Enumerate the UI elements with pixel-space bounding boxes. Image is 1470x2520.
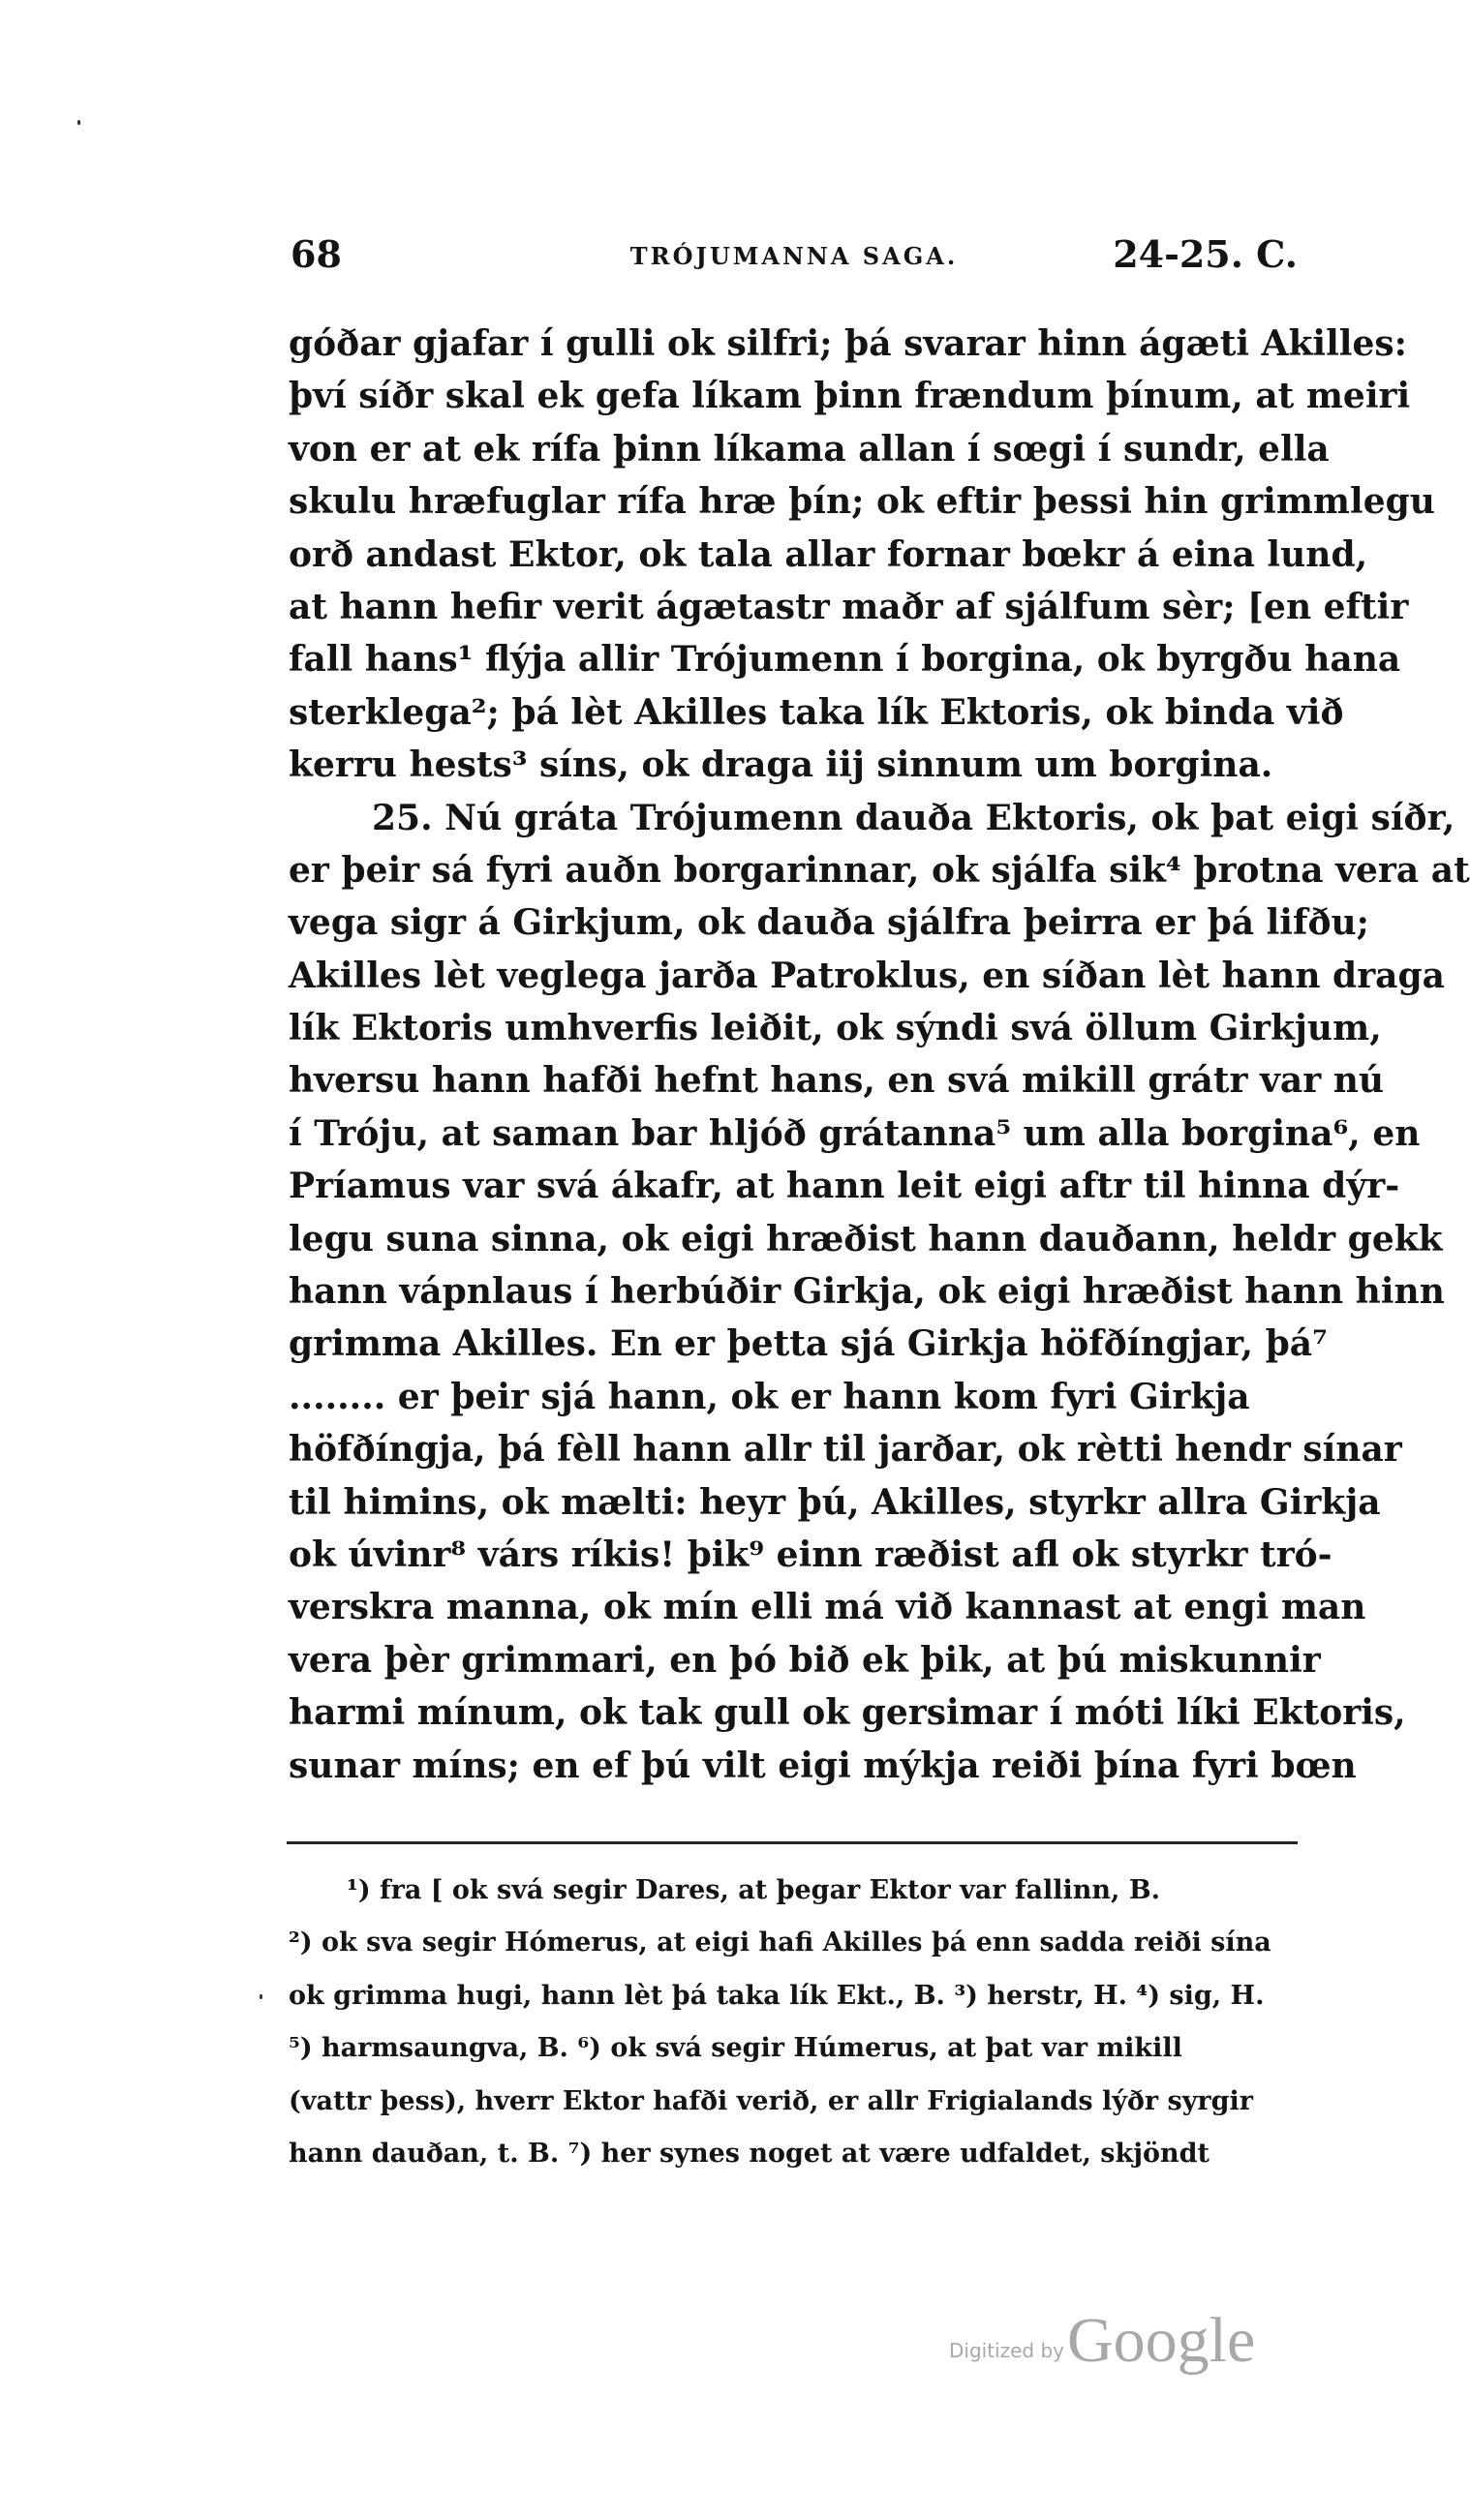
text-line: vera þèr grimmari, en þó bið ek þik, at þú miskunnir (289, 1639, 1321, 1681)
text-line: til himins, ok mælti: heyr þú, Akilles, styrkr allra Girkja (289, 1481, 1381, 1523)
footnote-line: hann dauðan, t. B. ⁷) her synes noget at være udfaldet, skjöndt (289, 2138, 1210, 2169)
footnotes (289, 1868, 1296, 2184)
text-line: sterklega²; þá lèt Akilles taka lík Ektoris, ok binda við (289, 691, 1344, 733)
chapter-reference: 24-25. C. (1113, 232, 1298, 276)
text-line: fall hans¹ flýja allir Trójumenn í borgina, ok byrgðu hana (289, 639, 1401, 681)
text-line: hann vápnlaus í herbúðir Girkja, ok eigi hræðist hann hinn (289, 1271, 1445, 1313)
footnote-rule (287, 1841, 1298, 1844)
text-line: orð andast Ektor, ok tala allar fornar bœkr á eina lund, (289, 533, 1368, 575)
scan-speck (77, 120, 80, 125)
text-line: ........ er þeir sjá hann, ok er hann kom fyri Girkja (289, 1376, 1250, 1417)
text-line: sunar míns; en ef þú vilt eigi mýkja reiði þína fyri bœn (289, 1745, 1357, 1786)
text-line: harmi mínum, ok tak gull ok gersimar í móti líki Ektoris, (289, 1692, 1406, 1734)
text-line: skulu hræfuglar rífa hræ þín; ok eftir þessi hin grimmlegu (289, 481, 1435, 523)
text-line: er þeir sá fyri auðn borgarinnar, ok sjálfa sik⁴ þrotna vera at (289, 849, 1470, 891)
text-line: vega sigr á Girkjum, ok dauða sjálfra þeirra er þá lifðu; (289, 902, 1369, 944)
text-line: Akilles lèt veglega jarða Patroklus, en síðan lèt hann draga (289, 955, 1445, 996)
page-number: 68 (291, 232, 342, 276)
footnote-line: ⁵) harmsaungva, B. ⁶) ok svá segir Húmerus, at þat var mikill (289, 2033, 1182, 2064)
chapter-start-line: 25. Nú gráta Trójumenn dauða Ektoris, ok þat eigi síðr, (372, 797, 1455, 838)
footnote-line: ²) ok sva segir Hómerus, at eigi hafi Akilles þá enn sadda reiði sína (289, 1928, 1271, 1958)
text-line: hversu hann hafði hefnt hans, en svá mikill grátr var nú (289, 1060, 1385, 1102)
text-line: at hann hefir verit ágætastr maðr af sjálfum sèr; [en eftir (289, 586, 1409, 627)
text-line: legu suna sinna, ok eigi hræðist hann dauðann, heldr gekk (289, 1218, 1443, 1260)
running-head (291, 232, 1298, 287)
digitized-by-label: Digitized by (949, 2339, 1064, 2362)
footnote-line: ok grimma hugi, hann lèt þá taka lík Ekt., B. ³) herstr, H. ⁴) sig, H. (289, 1980, 1265, 2011)
body-text (289, 318, 1470, 1792)
text-line: höfðíngja, þá fèll hann allr til jarðar, ok rètti hendr sínar (289, 1429, 1402, 1471)
google-logo: Google (1067, 2305, 1256, 2376)
text-line: ok úvinr⁸ várs ríkis! þik⁹ einn ræðist afl ok styrkr tró- (289, 1533, 1332, 1575)
scan-speck (260, 1994, 262, 1999)
text-line: grimma Akilles. En er þetta sjá Girkja höfðíngjar, þá⁷ (289, 1323, 1328, 1365)
text-line: góðar gjafar í gulli ok silfri; þá svarar hinn ágæti Akilles: (289, 323, 1407, 364)
text-line: í Tróju, at saman bar hljóð grátanna⁵ um alla borgina⁶, en (289, 1112, 1421, 1154)
text-line: því síðr skal ek gefa líkam þinn frændum þínum, at meiri (289, 376, 1411, 417)
text-line: von er at ek rífa þinn líkama allan í sœgi í sundr, ella (289, 428, 1330, 470)
text-line: kerru hests³ síns, ok draga iij sinnum um borgina. (289, 744, 1273, 786)
text-line: verskra manna, ok mín elli má við kannast at engi man (289, 1587, 1366, 1628)
text-line: Príamus var svá ákafr, at hann leit eigi aftr til hinna dýr- (289, 1166, 1400, 1207)
running-title: TRÓJUMANNA SAGA. (629, 242, 959, 270)
text-line: lík Ektoris umhverfis leiðit, ok sýndi svá öllum Girkjum, (289, 1008, 1382, 1049)
footnote-line: (vattr þess), hverr Ektor hafði verið, er allr Frigialands lýðr syrgir (289, 2085, 1254, 2116)
footnote-line: ¹) fra [ ok svá segir Dares, at þegar Ektor var fallinn, B. (347, 1875, 1161, 1905)
